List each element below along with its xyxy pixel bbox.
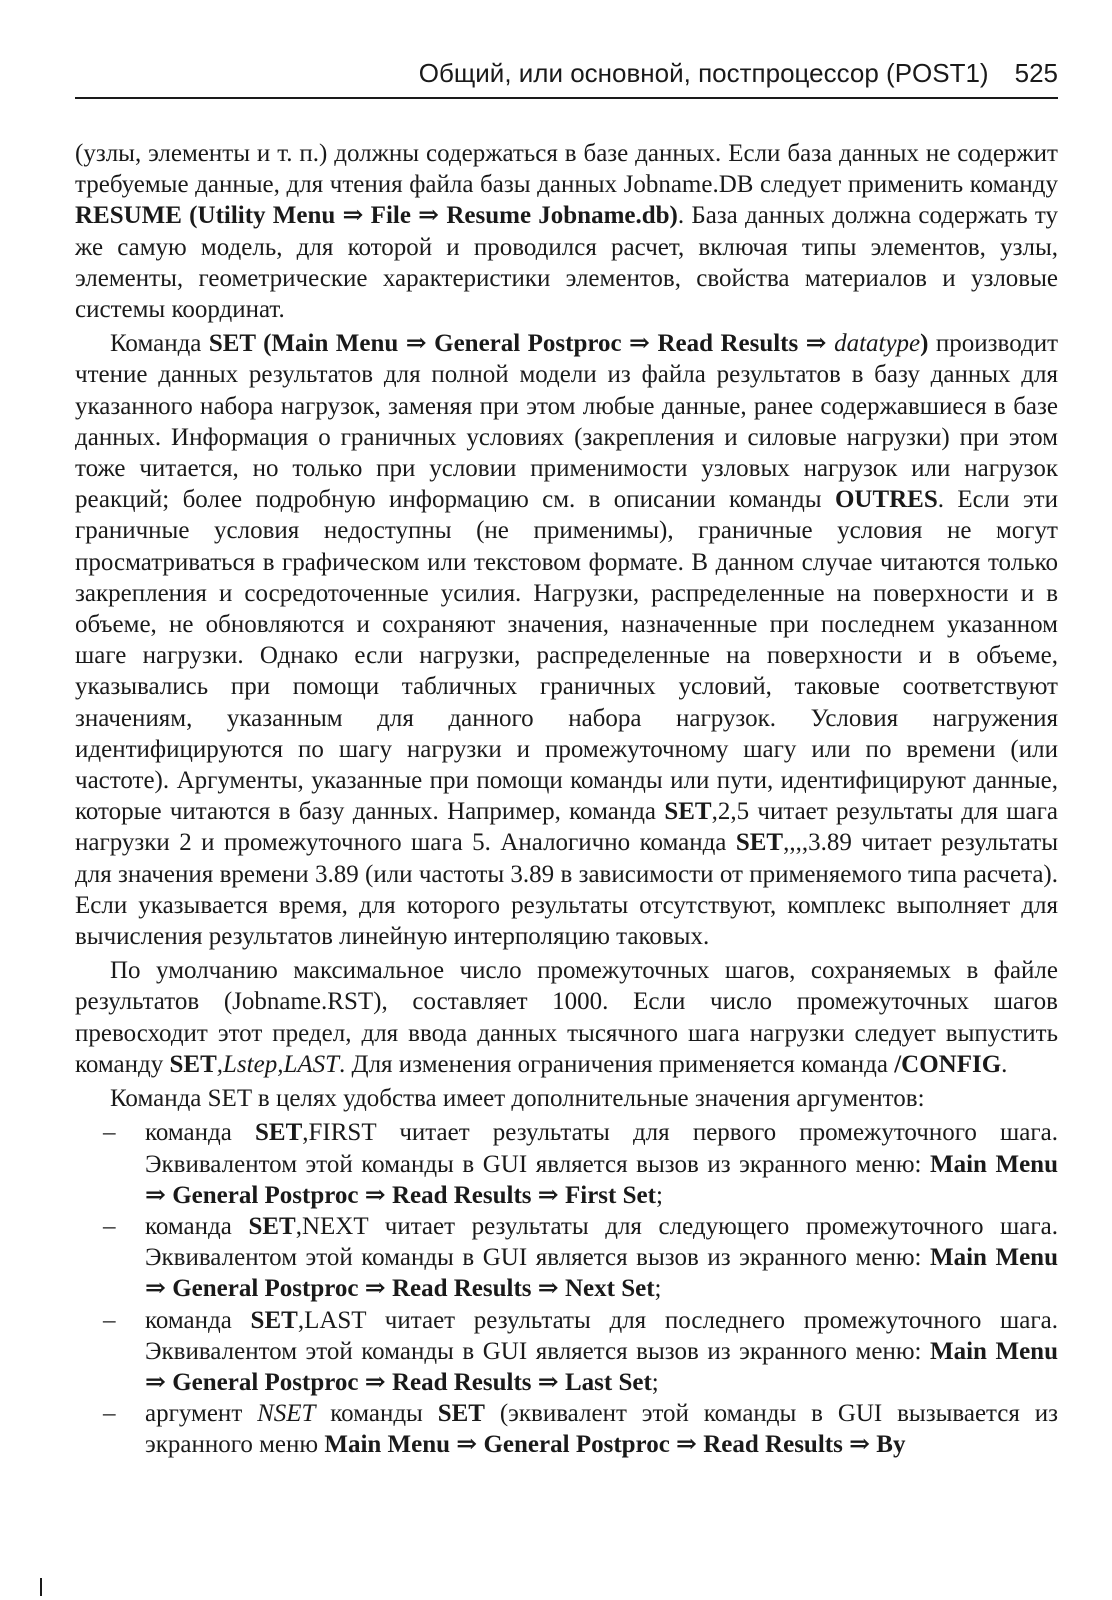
running-header — [75, 58, 1058, 99]
list-item: – команда SET,LAST читает результаты для последнего промежуточного шага. Эквивалентом этой команды в GUI является вызов из экранного меню: Main Menu ⇒ General Postproc ⇒ Read Results ⇒ Last Set; — [75, 1305, 1058, 1399]
list-item: – аргумент NSET команды SET (эквивалент этой команды в GUI вызывается из экранного меню Main Menu ⇒ General Postproc ⇒ Read Results ⇒ By — [75, 1398, 1058, 1460]
paragraph-set-command: Команда SET (Main Menu ⇒ General Postproc ⇒ Read Results ⇒ datatype) производит чтение данных результатов для полной модели из файла результатов в базу данных для указанного набора нагрузок, заменяя при этом любые данные, ранее содержавшиеся в базе данных. Информация о граничных условиях (закрепления и силовые нагрузки) при этом тоже читается, но только при условии применимости узловых нагрузок или нагрузок реакций; более подробную информацию см. в описании команды OUTRES. Если эти граничные условия недоступны (не применимы), граничные условия не могут просматриваться в графическом или текстовом формате. В данном случае читаются только закрепления и сосредоточенные усилия. Нагрузки, распределенные на поверхности и в объеме, не обновляются и сохраняют значения, назначенные при последнем указанном шаге нагрузки. Однако если нагрузки, распределенные на поверхности и в объеме, указывались при помощи табличных граничных условий, таковые соответствуют значениям, указанным для данного набора нагрузок. Условия нагружения идентифицируются по шагу нагрузки и промежуточному шагу или по времени (или частоте). Аргументы, указанные при помощи команды или пути, идентифицируют данные, которые читаются в базу данных. Например, команда SET,2,5 читает результаты для шага нагрузки 2 и промежуточного шага 5. Аналогично команда SET,,,,3.89 читает результаты для значения времени 3.89 (или частоты 3.89 в зависимости от применяемого типа расчета). Если указывается время, для которого результаты отсутствуют, комплекс выполняет для вычисления результатов линейную интерполяцию таковых. — [75, 330, 1058, 951]
list-item: – команда SET,NEXT читает результаты для следующего промежуточного шага. Эквивалентом этой команды в GUI является вызов из экранного меню: Main Menu ⇒ General Postproc ⇒ Read Results ⇒ Next Set; — [75, 1211, 1058, 1305]
header-title: Общий, или основной, постпроцессор (POST1) — [418, 58, 989, 88]
set-arguments-list — [75, 1117, 1058, 1460]
paragraph-set-arguments-intro: Команда SET в целях удобства имеет дополнительные значения аргументов: — [110, 1085, 925, 1113]
paragraph-substep-limit: По умолчанию максимальное число промежуточных шагов, сохраняемых в файле результатов (Jobname.RST), составляет 1000. Если число промежуточных шагов превосходит этот предел, для ввода данных тысячного шага нагрузки следует выпустить команду SET,Lstep,LAST. Для изменения ограничения применяется команда /CONFIG. — [75, 957, 1058, 1078]
page-number: 525 — [1014, 58, 1058, 88]
paragraph-continuation: (узлы, элементы и т. п.) должны содержаться в базе данных. Если база данных не содержит требуемые данные, для чтения файла базы данных Jobname.DB следует применить команду RESUME (Utility Menu ⇒ File ⇒ Resume Jobname.db). База данных должна содержать ту же самую модель, для которой и проводился расчет, включая типы элементов, узлы, элементы, геометрические характеристики элементов, свойства материалов и узловые системы координат. — [75, 140, 1058, 324]
list-item: – команда SET,FIRST читает результаты для первого промежуточного шага. Эквивалентом этой команды в GUI является вызов из экранного меню: Main Menu ⇒ General Postproc ⇒ Read Results ⇒ First Set; — [75, 1117, 1058, 1211]
margin-mark — [40, 1578, 42, 1596]
page-body — [75, 138, 1058, 1461]
